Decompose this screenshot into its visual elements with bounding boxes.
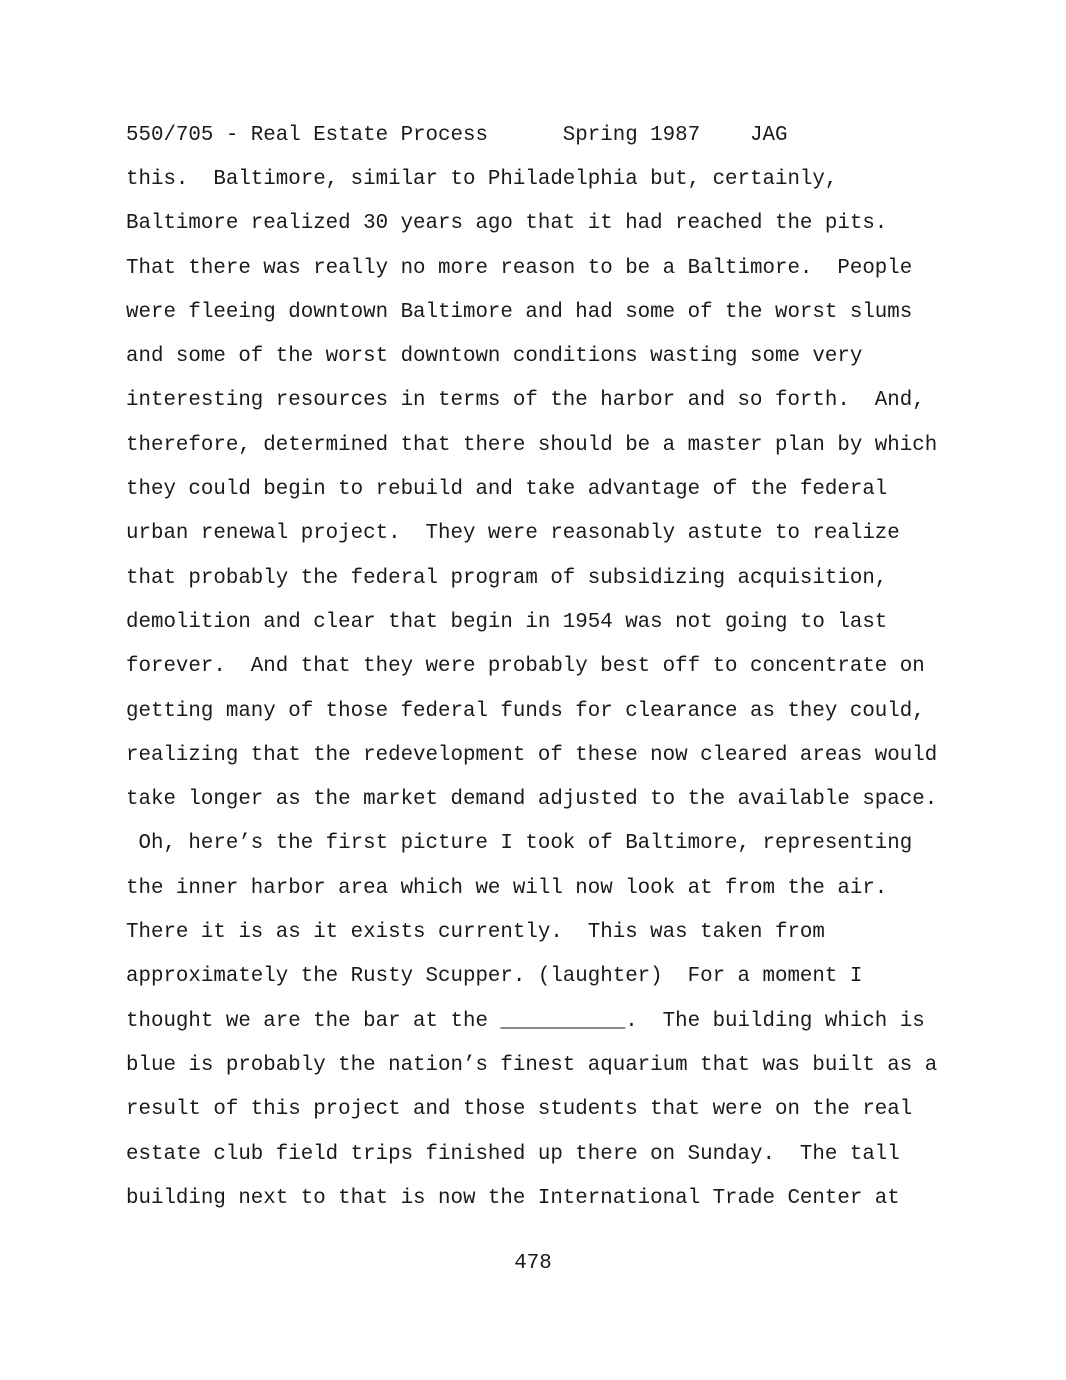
text-line: that probably the federal program of subsidizing acquisition, xyxy=(126,566,888,590)
text-line: they could begin to rebuild and take advantage of the federal xyxy=(126,478,888,502)
page-number: 478 xyxy=(514,1252,552,1275)
text-line: blue is probably the nation’s finest aquarium that was built as a xyxy=(126,1053,938,1077)
text-line: Oh, here’s the first picture I took of Baltimore, representing xyxy=(126,832,913,856)
transcript-body xyxy=(126,168,1026,1231)
text-line: demolition and clear that begin in 1954 was not going to last xyxy=(126,610,888,634)
text-line: were fleeing downtown Baltimore and had some of the worst slums xyxy=(126,300,913,324)
page-header: 550/705 - Real Estate Process Spring 1987 JAG xyxy=(126,124,788,147)
text-line: forever. And that they were probably best off to concentrate on xyxy=(126,655,925,679)
text-line: thought we are the bar at the __________. The building which is xyxy=(126,1009,925,1033)
text-line: interesting resources in terms of the harbor and so forth. And, xyxy=(126,389,925,413)
text-line: approximately the Rusty Scupper. (laughter) For a moment I xyxy=(126,965,863,989)
text-line: realizing that the redevelopment of these now cleared areas would xyxy=(126,743,938,767)
text-line: result of this project and those students that were on the real xyxy=(126,1098,913,1122)
text-line: therefore, determined that there should be a master plan by which xyxy=(126,433,938,457)
text-line: this. Baltimore, similar to Philadelphia but, certainly, xyxy=(126,168,838,191)
text-line: and some of the worst downtown conditions wasting some very xyxy=(126,345,863,369)
text-line: There it is as it exists currently. This was taken from xyxy=(126,921,825,945)
text-line: estate club field trips finished up there on Sunday. The tall xyxy=(126,1142,900,1166)
text-line: getting many of those federal funds for clearance as they could, xyxy=(126,699,925,723)
text-line: take longer as the market demand adjusted to the available space. xyxy=(126,788,938,812)
text-line: Baltimore realized 30 years ago that it had reached the pits. xyxy=(126,212,888,236)
text-line: the inner harbor area which we will now look at from the air. xyxy=(126,876,888,900)
text-line: That there was really no more reason to be a Baltimore. People xyxy=(126,256,913,280)
text-line: urban renewal project. They were reasonably astute to realize xyxy=(126,522,900,546)
text-line: building next to that is now the International Trade Center at xyxy=(126,1186,900,1210)
